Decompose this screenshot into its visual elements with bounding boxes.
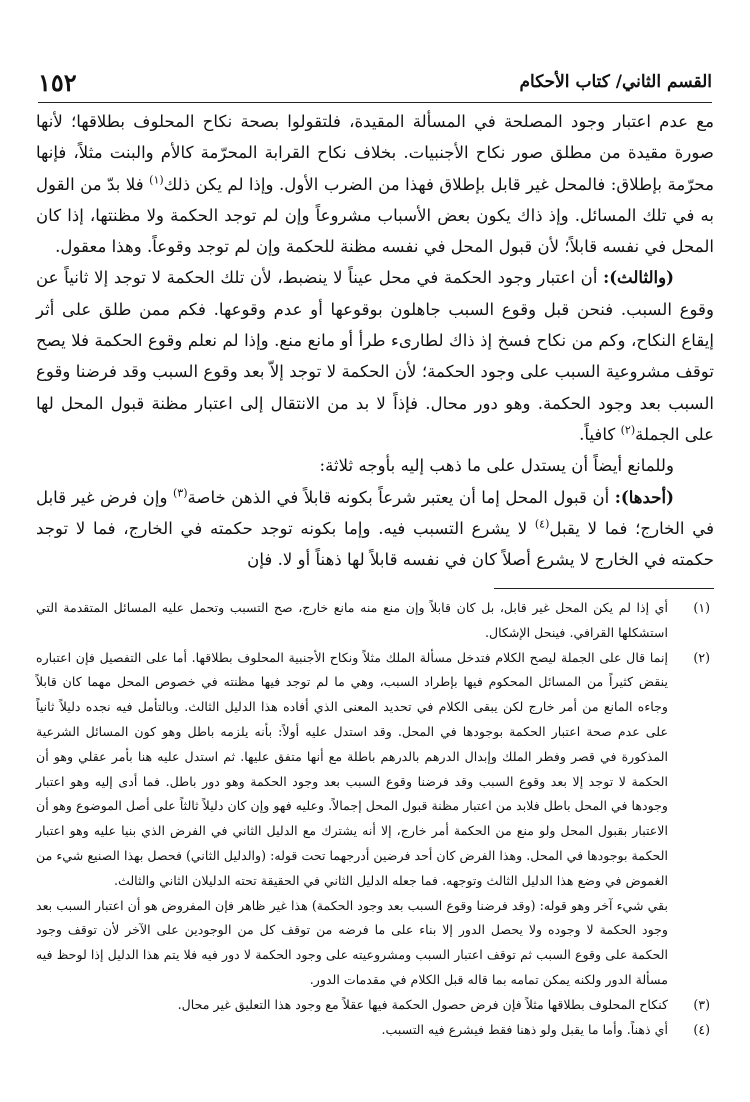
text-run: وللمانع أيضاً أن يستدل على ما ذهب إليه بأوجه ثلاثة: — [319, 456, 674, 476]
text-run: لا يشرع التسبب فيه. وإما بكونه توجد حكمته في الخارج، فما لا توجد حكمته في الخارج لا يشرع أصلاً كان في نفسه قابلاً لها ذهناً أو لا. فإن — [36, 518, 714, 570]
paragraph — [36, 106, 714, 262]
footnote-number: (١) — [693, 600, 710, 615]
paragraph — [36, 262, 714, 450]
footnote-body — [36, 646, 668, 993]
text-run: أن قبول المحل إما أن يعتبر شرعاً بكونه قابلاً في الذهن خاصة — [187, 487, 610, 507]
footnote-ref: (٢) — [620, 423, 636, 437]
text-run: أن اعتبار وجود الحكمة في محل عيناً لا ينضبط، لأن تلك الحكمة لا توجد إلا ثانياً عن وقوع السبب. فنحن قبل وقوع السبب جاهلون بوقوعها أو عدم وقوعها. فكم ممن طلق على أثر إيقاع النكاح، وكم من نكاح فسخ إذ ذاك لطارىء طرأ أو مانع منع. وإذا لم نعلم وقوع الحكمة فلا يصح توقف مشروعية السبب على وجود الحكمة؛ لأن الحكمة لا توجد إلاّ بعد وقوع السبب وقد فرضنا وقوع السبب بعد وجود الحكمة. وهو دور محال. فإذاً لا بد من الانتقال إلى اعتبار مظنة قبول المحل لها على الجملة — [36, 268, 714, 444]
footnote-text: أي إذا لم يكن المحل غير قابل، بل كان قابلاً وإن منع منه مانع خارج، صح التسبب وتحمل عليه المسائل المتقدمة التي استشكلها القرافي. فينحل الإشكال. — [36, 600, 668, 640]
footnote — [36, 1018, 714, 1043]
footnote-text: إنما قال على الجملة ليصح الكلام فتدخل مسألة الملك مثلاً ونكاح الأجنبية المحلوف بطلاقها. أما على التفصيل فإن اعتباره ينقض كثيراً من المسائل المحكوم فيها بإطراد السبب، وهي ما لم توجد فيها مظنته في خصوص المحل مهما كان قابلاً وجاءه المانع من أمر خارج لكن يبقى الكلام في تحديد المعنى الذي أفاده هذا الدليل الثالث. وبالتأمل فيه نجده دليلاً ثانياً على عدم صحة اعتبار الحكمة بوجودها في المحل. وقد استدل عليه أولاً: بأنه يلزمه باطل وهو كون المسائل الشرعية المذكورة في قصر وفطر الملك وإبدال الدرهم بالدرهم باطلة مع أنها متفق عليها. ثم استدل عليه هنا بأمر عقلي وهو أن الحكمة لا توجد إلا بعد وقوع السبب وقد فرضنا وقوع السبب بعد وجود الحكمة وهو دور باطل. فما أدى إليه وهو اعتبار وجودها في المحل باطل فلابد من اعتبار مظنة قبول المحل إجمالاً. وعليه فهو وإن كان دليلاً ثالثاً على أصل الموضوع وهو أن الاعتبار بقبول المحل ولو منع من الحكمة أمر خارج، إلا أنه يشترك مع الدليل الثاني في الفرض الذي بنيا عليه وهو اعتبار الحكمة بوجودها في المحل. وهذا الفرض كان أحد فرضين أدرجهما تحت قوله: (والدليل الثاني) فحصل بهذا الصنيع شيء من الغموض في وضع هذا الدليل الثالث وتوجهه. فما جعله الدليل الثاني في الحقيقة تحته الدليلان الثاني والثالث. — [36, 649, 668, 888]
footnote-text: كنكاح المحلوف بطلاقها مثلاً فإن فرض حصول الحكمة فيها عقلاً مع وجود هذا التعليق غير محال. — [177, 996, 668, 1012]
footnote-ref: (٤) — [534, 517, 550, 531]
footnote-text: بقي شيء آخر وهو قوله: (وقد فرضنا وقوع السبب بعد وجود الحكمة) هذا غير ظاهر فإن المفروض هو أن اعتبار السبب بعد وجود الحكمة لا وجوده ولا يحصل الدور إلا بناء على ما فرضه من توقف كل من الوجودين على الآخر لأن توقف وجود الحكمة على وقوع السبب ثم توقف اعتبار السبب ومشروعيته على وجود الحكمة لا دور فيه فلا يتم هذا الدليل إذا لوحظ فيه مسألة الدور ولكنه يمكن تمامه بما قاله قبل الكلام في مقدمات الدور. — [36, 897, 668, 987]
footnote — [36, 993, 714, 1018]
footnote-number: (٣) — [693, 996, 710, 1012]
main-text — [36, 106, 714, 575]
argument-heading: (أحدها): — [614, 486, 674, 507]
footnote-body — [36, 993, 668, 1018]
page-header — [38, 62, 712, 103]
argument-heading: (والثالث): — [603, 267, 674, 288]
footnote-ref: (٣) — [172, 486, 188, 500]
text-run: كافياً. — [579, 424, 616, 444]
running-head: القسم الثاني/ كتاب الأحكام — [519, 72, 712, 92]
footnote-number: (٢) — [693, 649, 710, 665]
text-run: وإن فرض غير قابل في الخارج؛ فما لا يقبل — [36, 487, 714, 538]
footnote-body — [36, 1018, 668, 1043]
footnote — [36, 646, 714, 993]
paragraph — [36, 450, 714, 481]
footnote-ref: (١) — [149, 173, 164, 187]
footnotes — [36, 596, 714, 1042]
footnote-divider — [494, 588, 714, 589]
footnote — [36, 596, 714, 646]
page-number: ١٥٢ — [38, 67, 77, 97]
footnote-text: أي ذهناً. وأما ما يقبل ولو ذهنا فقط فيشرع فيه التسبب. — [381, 1021, 668, 1037]
text-run: مع عدم اعتبار وجود المصلحة في المسألة المقيدة، فلتقولوا بصحة نكاح المحلوف بطلاقها؛ لأنها صورة مقيدة من مطلق صور نكاح الأجنبيات. بخلاف نكاح القرابة المحرّمة كالأم والبنت مثلاً، فإنها محرّمة بإطلاق: فالمحل غير قابل بإطلاق فهذا من الضرب الأول. وإذا لم يكن ذلك — [36, 112, 715, 194]
footnote-body — [36, 596, 668, 646]
text-run: فلا بدّ من القول به في تلك المسائل. وإذ ذاك يكون بعض الأسباب مشروعاً وإن لم توجد الحكمة ولا مظنتها، إذا كان المحل في نفسه قابلاً؛ لأن قبول المحل في نفسه مظنة للحكمة وإن لم توجد وقوعاً. وهذا معقول. — [36, 174, 714, 257]
footnote-number: (٤) — [693, 1021, 710, 1037]
paragraph — [36, 482, 714, 576]
